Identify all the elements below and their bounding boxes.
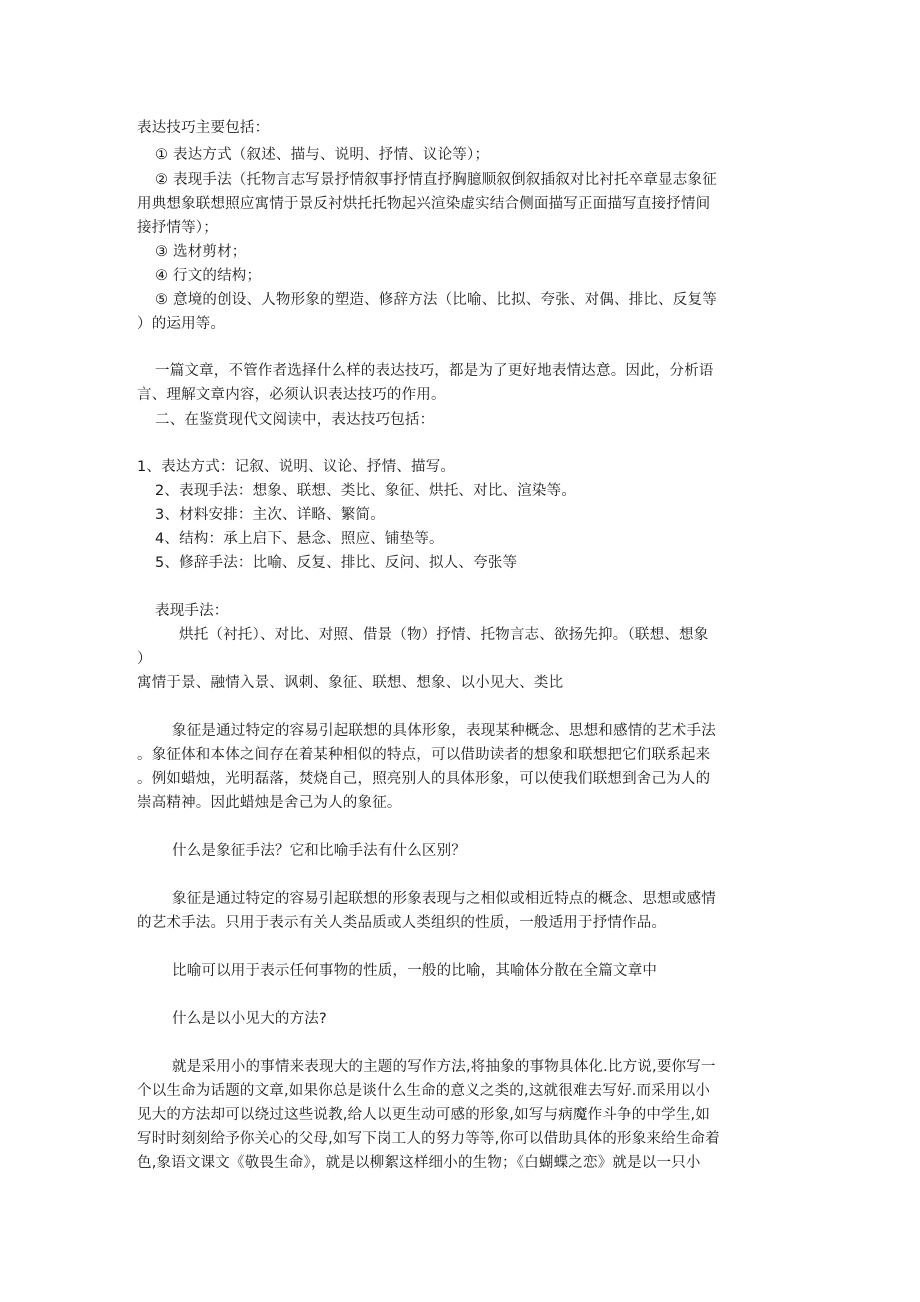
text-line: 的艺术手法。只用于表示有关人类品质或人类组织的性质，一般适用于抒情作品。: [137, 915, 667, 931]
text-line: ① 表达方式（叙述、描与、说明、抒情、议论等）；: [155, 147, 490, 163]
text-line: 寓情于景、融情入景、讽刺、象征、联想、想象、以小见大、类比: [137, 675, 564, 691]
text-line: 一篇文章，不管作者选择什么样的表达技巧，都是为了更好地表情达意。因此，分析语: [155, 363, 714, 379]
text-line: 崇高精神。因此蜡烛是舍己为人的象征。: [137, 795, 402, 811]
text-line: 二、在鉴赏现代文阅读中，表达技巧包括：: [155, 412, 435, 428]
text-line: 接抒情等）；: [137, 220, 218, 236]
text-line: ）: [137, 651, 152, 667]
text-line: 象征是通过特定的容易引起联想的形象表现与之相似或相近特点的概念、思想或感情: [172, 891, 716, 907]
text-line: 2、表现手法：想象、联想、类比、象征、烘托、对比、渲染等。: [155, 483, 577, 499]
text-line: 就是采用小的事情来表现大的主题的写作方法,将抽象的事物具体化.比方说,要你写一: [172, 1059, 716, 1075]
text-line: 烘托（衬托）、对比、对照、借景（物）抒情、托物言志、欲扬先抑。（联想、想象: [179, 627, 709, 643]
text-line: 象征是通过特定的容易引起联想的具体形象，表现某种概念、思想和感情的艺术手法: [172, 723, 716, 739]
text-line: 什么是象征手法？它和比喻手法有什么区别？: [172, 843, 466, 859]
text-line: 言、理解文章内容，必须认识表达技巧的作用。: [137, 387, 446, 403]
text-line: 见大的方法却可以绕过这些说教,给人以更生动可感的形象,如写与病魔作斗争的中学生,如: [137, 1107, 711, 1123]
text-line: 表达技巧主要包括：: [137, 120, 270, 136]
text-line: ③ 选材剪材；: [155, 244, 247, 260]
text-line: 1、表达方式：记叙、说明、议论、抒情、描写。: [137, 459, 456, 475]
text-line: 3、材料安排：主次、详略、繁简。: [155, 507, 385, 523]
text-line: 用典想象联想照应寓情于景反衬烘托托物起兴渲染虚实结合侧面描写正面描写直接抒情间: [137, 196, 711, 212]
text-line: ④ 行文的结构；: [155, 268, 262, 284]
text-line: 4、结构：承上启下、悬念、照应、铺垫等。: [155, 531, 444, 547]
text-line: 。象征体和本体之间存在着某种相似的特点，可以借助读者的想象和联想把它们联系起来: [137, 747, 711, 763]
text-line: ⑤ 意境的创设、人物形象的塑造、修辞方法（比喻、比拟、夸张、对偶、排比、反复等: [155, 292, 717, 308]
text-line: 。例如蜡烛，光明磊落，焚烧自己，照亮别人的具体形象，可以使我们联想到舍己为人的: [137, 771, 711, 787]
text-line: 写时时刻刻给予你关心的父母,如写下岗工人的努力等等,你可以借助具体的形象来给生命着: [137, 1131, 720, 1147]
text-line: 5、修辞手法：比喻、反复、排比、反问、拟人、夸张等: [155, 555, 518, 571]
text-line: 表现手法：: [155, 603, 229, 619]
text-line: 色,象语文课文《敬畏生命》，就是以柳絮这样细小的生物；《白蝴蝶之恋》就是以一只小: [137, 1155, 701, 1171]
text-line: ）的运用等。: [137, 316, 226, 332]
text-line: 比喻可以用于表示任何事物的性质，一般的比喻，其喻体分散在全篇文章中: [172, 963, 658, 979]
text-line: ② 表现手法（托物言志写景抒情叙事抒情直抒胸臆顺叙倒叙插叙对比衬托卒章显志象征: [155, 172, 717, 188]
text-line: 什么是以小见大的方法?: [172, 1011, 327, 1027]
text-line: 个以生命为话题的文章,如果你总是谈什么生命的意义之类的,这就很难去写好.而采用以小: [137, 1083, 711, 1099]
